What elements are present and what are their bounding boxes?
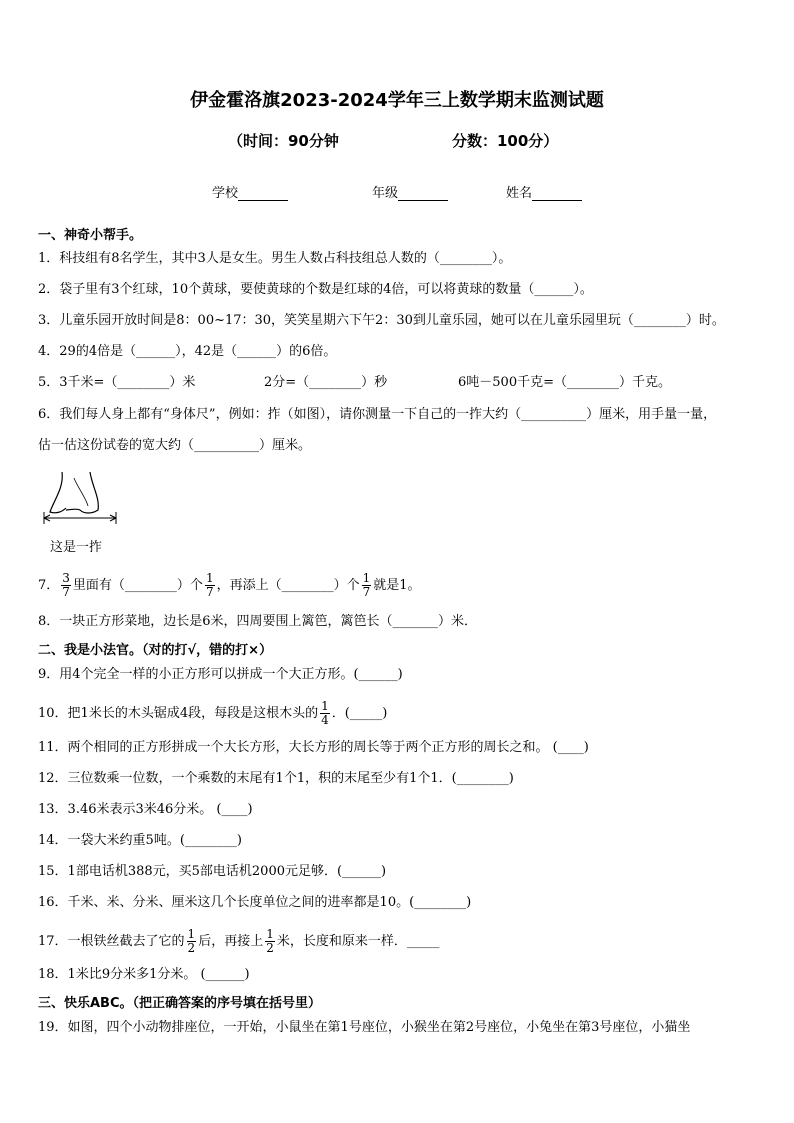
question-15: 15．1部电话机388元，买5部电话机2000元足够．(______) [38,864,387,879]
q7-fraction-3 [362,572,372,599]
q17-fraction-2 [265,928,275,955]
question-17 [38,928,439,955]
q7-fraction-2 [205,572,215,599]
q7-fraction-1 [61,572,71,599]
question-5b: 2分=（________）秒 [264,375,388,390]
question-6-line-1: 6．我们每人身上都有“身体尺”，例如：拃（如图），请你测量一下自己的一拃大约（__________）厘米，用手量一量， [38,407,717,422]
section-1-heading: 一、神奇小帮手。 [38,228,143,243]
question-5a: 5．3千米=（________）米 [38,375,196,390]
grade-label: 年级 [372,186,399,201]
section-2-heading: 二、我是小法官。（对的打√，错的打×） [38,643,273,658]
grade-field [372,182,448,201]
q7-end: 就是1。 [373,578,421,593]
q17-f1-num: 1 [187,927,196,941]
exam-title: 伊金霍洛旗2023-2024学年三上数学期末监测试题 [190,90,604,111]
q7-prefix: 7． [38,578,60,593]
q17-post: 米，长度和原来一样．_____ [276,934,440,949]
q17-f2-num: 1 [266,927,274,941]
question-14: 14．一袋大米约重5吨。(________) [38,833,242,848]
school-field [212,182,288,201]
name-field [506,182,582,201]
name-blank [532,188,582,201]
question-13: 13．3.46米表示3米46分米。 (____) [38,802,253,817]
question-2: 2．袋子里有3个红球，10个黄球，要使黄球的个数是红球的4倍，可以将黄球的数量（______）。 [38,282,593,297]
question-3: 3．儿童乐园开放时间是8：00~17：30，笑笑星期六下午2：30到儿童乐园，她可以在儿童乐园里玩（________）时。 [38,313,725,328]
question-5c: 6吨－500千克=（________）千克。 [458,375,671,390]
q7-f2-num: 1 [205,571,214,585]
question-1: 1．科技组有8名学生，其中3人是女生。男生人数占科技组总人数的（________）。 [38,251,512,266]
section-3-heading: 三、快乐ABC。（把正确答案的序号填在括号里） [38,996,322,1011]
q17-mid: 后，再接上 [198,934,264,949]
q17-pre: 17．一根铁丝截去了它的 [38,934,185,949]
q7-f1-num: 3 [62,571,70,585]
hand-span-illustration [40,468,120,530]
hand-span-caption: 这是一拃 [50,540,103,555]
question-4: 4．29的4倍是（______），42是（______）的6倍。 [38,344,337,359]
q7-f3-den: 7 [362,585,371,599]
q10-pre: 10．把1米长的木头锯成4段，每段是这根木头的 [38,706,319,721]
question-12: 12．三位数乘一位数，一个乘数的末尾有1个1，积的末尾至少有1个1．(________) [38,771,514,786]
question-6-line-2: 估一估这份试卷的宽大约（__________）厘米。 [38,438,312,453]
q17-f1-den: 2 [187,941,196,955]
q10-fraction [320,700,330,727]
exam-time: （时间：90分钟 [228,132,339,150]
question-18: 18．1米比9分米多1分米。 (______) [38,967,250,982]
school-blank [238,188,288,201]
q7-mid-1: 里面有（________）个 [72,578,203,593]
name-label: 姓名 [506,186,533,201]
q7-mid-2: ，再添上（________）个 [216,578,360,593]
question-9: 9．用4个完全一样的小正方形可以拼成一个大正方形。(______) [38,667,403,682]
question-7 [38,572,421,599]
exam-score: 分数：100分） [452,132,559,150]
q10-num: 1 [321,699,329,713]
school-label: 学校 [212,186,239,201]
question-11: 11．两个相同的正方形拼成一个大长方形，大长方形的周长等于两个正方形的周长之和。 (____) [38,740,589,755]
question-8: 8．一块正方形菜地，边长是6米，四周要围上篱笆，篱笆长（_______）米． [38,614,478,629]
q7-f3-num: 1 [362,571,371,585]
grade-blank [398,188,448,201]
q10-den: 4 [321,713,329,727]
q10-post: ．(_____) [331,706,388,721]
question-16: 16．千米、米、分米、厘米这几个长度单位之间的进率都是10。(________) [38,895,472,910]
q7-f2-den: 7 [205,585,214,599]
q7-f1-den: 7 [62,585,70,599]
question-10 [38,700,387,727]
q17-f2-den: 2 [266,941,274,955]
q17-fraction-1 [187,928,197,955]
question-19: 19．如图，四个小动物排座位，一开始，小鼠坐在第1号座位，小猴坐在第2号座位，小兔坐在第3号座位，小猫坐 [38,1020,691,1035]
